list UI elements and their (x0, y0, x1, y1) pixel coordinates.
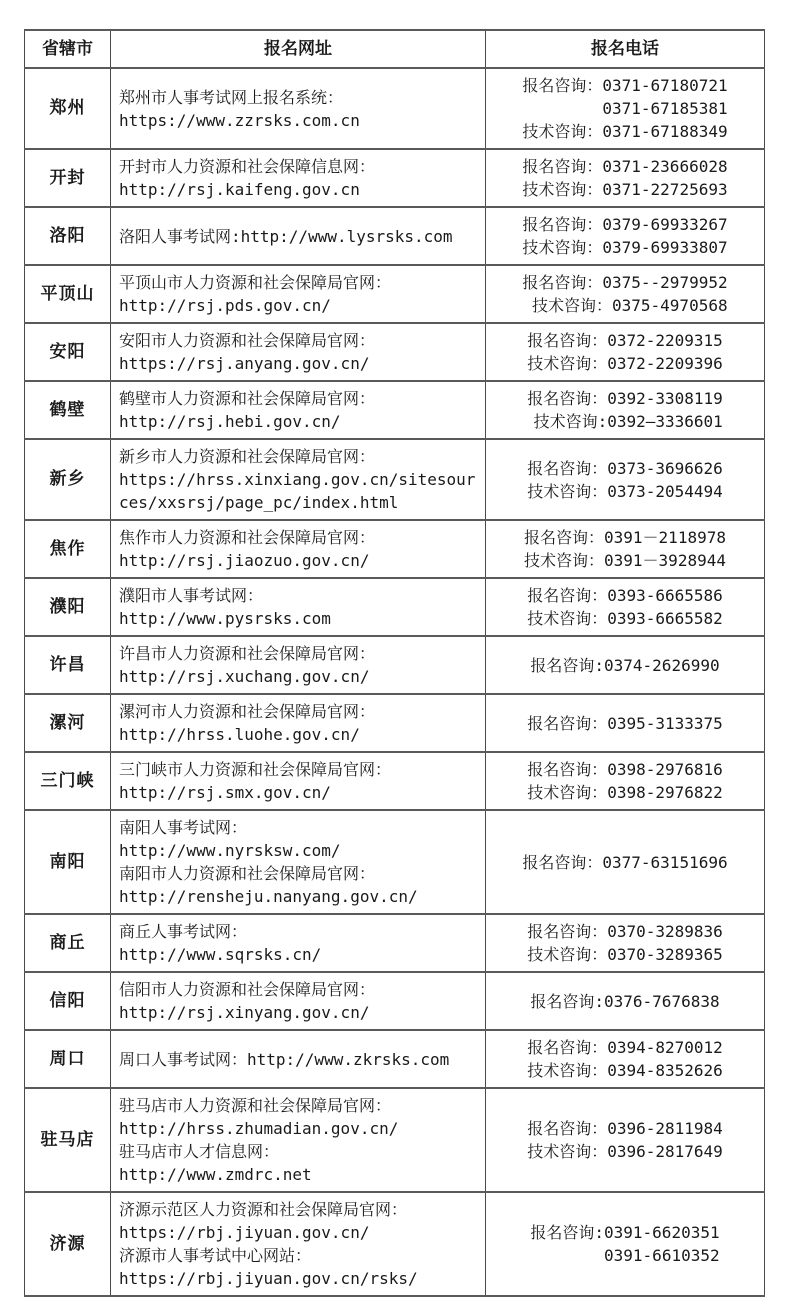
phone-lines (522, 155, 727, 201)
phone-line: 报名咨询:0376-7676838 (530, 991, 720, 1011)
table-row (25, 323, 765, 381)
website-cell (111, 914, 486, 972)
table-header (25, 30, 765, 68)
phone-cell (486, 520, 765, 578)
phone-line: 报名咨询:0374-2626990 (530, 655, 720, 675)
website-line: 南阳市人力资源和社会保障局官网： (119, 864, 376, 883)
phone-lines (527, 758, 723, 804)
website-line: 开封市人力资源和社会保障信息网： (119, 157, 376, 176)
phone-cell (486, 207, 765, 265)
website-cell (111, 972, 486, 1030)
phone-cell (486, 972, 765, 1030)
website-cell (111, 520, 486, 578)
phone-line: 报名咨询：0393-6665586 (527, 586, 723, 605)
website-url: http://rsj.smx.gov.cn/ (119, 783, 331, 802)
city-cell: 濮阳 (25, 578, 111, 636)
phone-line: 报名咨询：0379-69933267 (522, 215, 728, 234)
phone-lines (527, 457, 723, 503)
phone-lines (522, 851, 727, 874)
phone-line: 技术咨询：0394-8352626 (527, 1061, 723, 1080)
website-cell (111, 323, 486, 381)
phone-lines (527, 920, 723, 966)
website-line: 平顶山市人力资源和社会保障局官网： (119, 273, 392, 292)
website-line: 商丘人事考试网： (119, 922, 248, 941)
website-url: https://rsj.anyang.gov.cn/ (119, 354, 370, 373)
table-row (25, 381, 765, 439)
website-cell (111, 810, 486, 914)
city-cell: 驻马店 (25, 1088, 111, 1192)
city-cell: 周口 (25, 1030, 111, 1088)
table-row (25, 972, 765, 1030)
phone-line: 技术咨询：0398-2976822 (527, 783, 723, 802)
phone-line: 报名咨询：0391－2118978 (524, 528, 726, 547)
phone-line: 报名咨询：0377-63151696 (522, 852, 728, 872)
city-cell: 济源 (25, 1192, 111, 1296)
city-cell: 漯河 (25, 694, 111, 752)
table-row (25, 694, 765, 752)
website-cell (111, 1192, 486, 1296)
website-cell (111, 439, 486, 520)
website-line: 信阳市人力资源和社会保障局官网： (119, 980, 376, 999)
phone-cell (486, 1088, 765, 1192)
website-line: 洛阳人事考试网:http://www.lysrsks.com (119, 226, 453, 246)
table-body (25, 68, 765, 1296)
phone-line: 技术咨询:0392—3336601 (533, 412, 723, 431)
website-line: 新乡市人力资源和社会保障局官网： (119, 447, 376, 466)
city-cell: 安阳 (25, 323, 111, 381)
table-row (25, 914, 765, 972)
city-cell: 焦作 (25, 520, 111, 578)
city-cell: 三门峡 (25, 752, 111, 810)
website-url: http://rsj.kaifeng.gov.cn (119, 180, 360, 199)
website-line: 濮阳市人事考试网： (119, 586, 264, 605)
phone-line: 报名咨询：0394-8270012 (527, 1038, 723, 1057)
website-url: https://rbj.jiyuan.gov.cn/ (119, 1223, 370, 1242)
website-cell (111, 1030, 486, 1088)
phone-line: 报名咨询：0371-23666028 (522, 157, 728, 176)
website-line: 驻马店市人力资源和社会保障局官网： (119, 1096, 392, 1115)
website-cell (111, 68, 486, 149)
website-url: https://hrss.xinxiang.gov.cn/sitesources/xxsrsj/page_pc/index.html (119, 470, 476, 512)
website-line: 安阳市人力资源和社会保障局官网： (119, 331, 376, 350)
website-line: 许昌市人力资源和社会保障局官网： (119, 644, 376, 663)
website-url: http://www.pysrsks.com (119, 609, 331, 628)
header-row (25, 30, 765, 68)
phone-lines (522, 271, 727, 317)
phone-line: 报名咨询：0370-3289836 (527, 922, 723, 941)
phone-line: 0391-6610352 (604, 1246, 720, 1265)
website-cell (111, 1088, 486, 1192)
phone-cell (486, 1192, 765, 1296)
city-cell: 许昌 (25, 636, 111, 694)
website-cell (111, 578, 486, 636)
phone-cell (486, 68, 765, 149)
phone-line: 技术咨询：0375-4970568 (532, 296, 728, 315)
phone-cell (486, 439, 765, 520)
column-header-phone: 报名电话 (486, 30, 765, 68)
website-url: http://rensheju.nanyang.gov.cn/ (119, 887, 418, 906)
table-row (25, 578, 765, 636)
phone-cell (486, 694, 765, 752)
phone-cell (486, 810, 765, 914)
table-row (25, 1088, 765, 1192)
website-line: 焦作市人力资源和社会保障局官网： (119, 528, 376, 547)
website-url: http://rsj.xuchang.gov.cn/ (119, 667, 370, 686)
website-cell (111, 381, 486, 439)
phone-line: 报名咨询：0373-3696626 (527, 458, 723, 478)
phone-line: 报名咨询：0395-3133375 (527, 713, 723, 733)
phone-cell (486, 265, 765, 323)
phone-lines (530, 1221, 719, 1267)
phone-lines (522, 74, 727, 143)
phone-line: 0371-67185381 (602, 99, 728, 118)
website-cell (111, 149, 486, 207)
phone-line: 技术咨询：0370-3289365 (527, 945, 723, 964)
phone-lines (524, 526, 726, 572)
phone-line: 技术咨询：0373-2054494 (527, 481, 723, 501)
website-url: http://hrss.luohe.gov.cn/ (119, 725, 360, 744)
website-url: http://hrss.zhumadian.gov.cn/ (119, 1119, 399, 1138)
website-cell (111, 207, 486, 265)
website-url: http://rsj.hebi.gov.cn/ (119, 412, 341, 431)
website-url: http://www.nyrsksw.com/ (119, 841, 341, 860)
phone-lines (527, 1117, 723, 1163)
website-url: https://rbj.jiyuan.gov.cn/rsks/ (119, 1269, 418, 1288)
phone-cell (486, 1030, 765, 1088)
phone-line: 报名咨询:0391-6620351 (530, 1223, 720, 1242)
website-url: http://www.zmdrc.net (119, 1165, 312, 1184)
phone-line: 技术咨询：0371-67188349 (522, 122, 728, 141)
phone-cell (486, 636, 765, 694)
phone-cell (486, 578, 765, 636)
city-cell: 信阳 (25, 972, 111, 1030)
website-line: 三门峡市人力资源和社会保障局官网： (119, 760, 392, 779)
phone-line: 报名咨询：0375--2979952 (522, 273, 728, 292)
phone-line: 技术咨询：0371-22725693 (522, 180, 728, 199)
phone-cell (486, 381, 765, 439)
phone-lines (530, 654, 719, 677)
phone-line: 技术咨询：0379-69933807 (522, 238, 728, 257)
website-line: 驻马店市人才信息网： (119, 1142, 280, 1161)
phone-lines (527, 584, 723, 630)
city-cell: 鹤壁 (25, 381, 111, 439)
city-cell: 平顶山 (25, 265, 111, 323)
website-line: 郑州市人事考试网上报名系统： (119, 87, 344, 107)
phone-lines (527, 387, 723, 433)
phone-line: 技术咨询：0372-2209396 (527, 354, 723, 373)
table-row (25, 636, 765, 694)
website-cell (111, 265, 486, 323)
website-line: 南阳人事考试网： (119, 818, 248, 837)
phone-line: 技术咨询：0391－3928944 (524, 551, 726, 570)
phone-line: 报名咨询：0396-2811984 (527, 1119, 723, 1138)
phone-line: 技术咨询：0393-6665582 (527, 609, 723, 628)
website-line: 济源市人事考试中心网站： (119, 1246, 312, 1265)
website-url: http://www.sqrsks.cn/ (119, 945, 322, 964)
phone-lines (522, 213, 727, 259)
column-header-city: 省辖市 (25, 30, 111, 68)
phone-cell (486, 752, 765, 810)
phone-cell (486, 323, 765, 381)
table-row (25, 265, 765, 323)
website-url: http://rsj.pds.gov.cn/ (119, 296, 331, 315)
website-url: https://www.zzrsks.com.cn (119, 110, 360, 130)
website-url: http://rsj.jiaozuo.gov.cn/ (119, 551, 370, 570)
table-row (25, 439, 765, 520)
website-url: http://rsj.xinyang.gov.cn/ (119, 1003, 370, 1022)
website-line: 漯河市人力资源和社会保障局官网： (119, 702, 376, 721)
phone-lines (527, 1036, 723, 1082)
phone-lines (527, 329, 723, 375)
city-cell: 新乡 (25, 439, 111, 520)
phone-line: 技术咨询：0396-2817649 (527, 1142, 723, 1161)
city-cell: 开封 (25, 149, 111, 207)
website-line: 济源示范区人力资源和社会保障局官网： (119, 1200, 408, 1219)
phone-line: 报名咨询：0371-67180721 (522, 76, 728, 95)
table-row (25, 752, 765, 810)
city-cell: 洛阳 (25, 207, 111, 265)
phone-cell (486, 914, 765, 972)
city-cell: 郑州 (25, 68, 111, 149)
table-row (25, 520, 765, 578)
table-row (25, 810, 765, 914)
website-line: 周口人事考试网：http://www.zkrsks.com (119, 1049, 450, 1069)
table-row (25, 1030, 765, 1088)
column-header-website: 报名网址 (111, 30, 486, 68)
phone-lines (530, 990, 719, 1013)
phone-line: 报名咨询：0392-3308119 (527, 389, 723, 408)
website-cell (111, 694, 486, 752)
table-row (25, 149, 765, 207)
phone-cell (486, 149, 765, 207)
table-row (25, 68, 765, 149)
phone-lines (527, 712, 723, 735)
registration-contact-table (24, 29, 765, 1297)
table-row (25, 1192, 765, 1296)
website-line: 鹤壁市人力资源和社会保障局官网： (119, 389, 376, 408)
phone-line: 报名咨询：0372-2209315 (527, 331, 723, 350)
table-row (25, 207, 765, 265)
city-cell: 商丘 (25, 914, 111, 972)
website-cell (111, 752, 486, 810)
website-cell (111, 636, 486, 694)
phone-line: 报名咨询：0398-2976816 (527, 760, 723, 779)
city-cell: 南阳 (25, 810, 111, 914)
